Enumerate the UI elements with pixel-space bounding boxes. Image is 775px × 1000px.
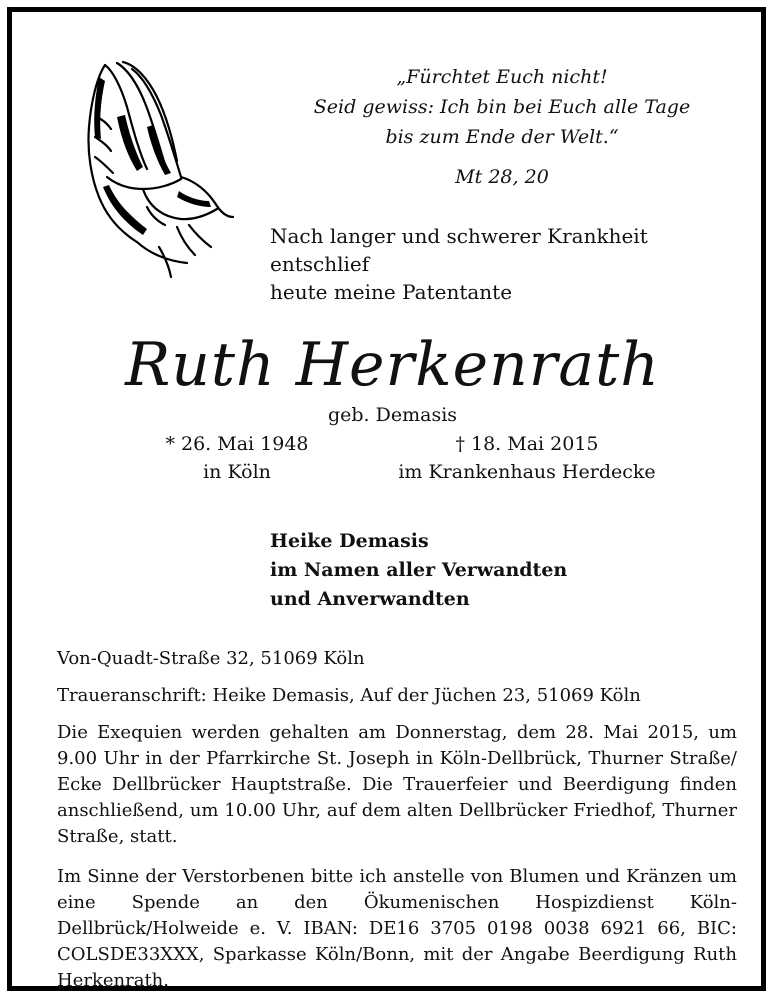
- family-line-2: im Namen aller Verwandten: [270, 559, 568, 581]
- birth-place: in Köln: [203, 461, 271, 483]
- family-line-3: und Anverwandten: [270, 588, 470, 610]
- quote-line-1: „Fürchtet Euch nicht!: [396, 66, 608, 88]
- birth-info: [142, 430, 332, 486]
- quote-line-3: bis zum Ende der Welt.“: [385, 126, 619, 148]
- residence-address: Von-Quadt-Straße 32, 51069 Köln: [57, 648, 365, 669]
- deceased-name: Ruth Herkenrath: [125, 330, 660, 400]
- praying-hands-icon: [77, 57, 237, 282]
- family-signature: [270, 527, 567, 614]
- bible-quote: [312, 62, 692, 192]
- quote-line-2: Seid gewiss: Ich bin bei Euch alle Tage: [313, 96, 691, 118]
- intro-text: [270, 222, 750, 306]
- birth-name: geb. Demasis: [327, 404, 458, 426]
- donation-paragraph: Im Sinne der Verstorbenen bitte ich anstelle von Blumen und Kränzen um eine Spende an den Ökumenischen Hospizdienst Köln-Dellbrück/Holweide e. V. IBAN: DE16 3705 0198 0038 6921 66, BIC: COLSDE33XXX, Sparkasse Köln/Bonn, mit der Angabe Beerdigung Ruth Herkenrath.: [57, 866, 737, 991]
- family-line-1: Heike Demasis: [270, 530, 429, 552]
- death-date: † 18. Mai 2015: [455, 433, 599, 455]
- mourning-address: Traueranschrift: Heike Demasis, Auf der Jüchen 23, 51069 Köln: [57, 685, 641, 706]
- birth-date: * 26. Mai 1948: [165, 433, 309, 455]
- intro-line-2: heute meine Patentante: [270, 280, 513, 304]
- quote-reference: Mt 28, 20: [455, 166, 549, 188]
- intro-line-1: Nach langer und schwerer Krankheit entschlief: [270, 224, 648, 276]
- notice-frame: [7, 7, 766, 991]
- exequies-paragraph: Die Exequien werden gehalten am Donnerstag, dem 28. Mai 2015, um 9.00 Uhr in der Pfarrkirche St. Joseph in Köln-Dellbrück, Thurner Straße/ Ecke Dellbrücker Hauptstraße. Die Trauerfeier und Beerdigung finden anschließend, um 10.00 Uhr, auf dem alten Dellbrücker Friedhof, Thurner Straße, statt.: [57, 722, 737, 847]
- death-info: [362, 430, 692, 486]
- death-place: im Krankenhaus Herdecke: [398, 461, 656, 483]
